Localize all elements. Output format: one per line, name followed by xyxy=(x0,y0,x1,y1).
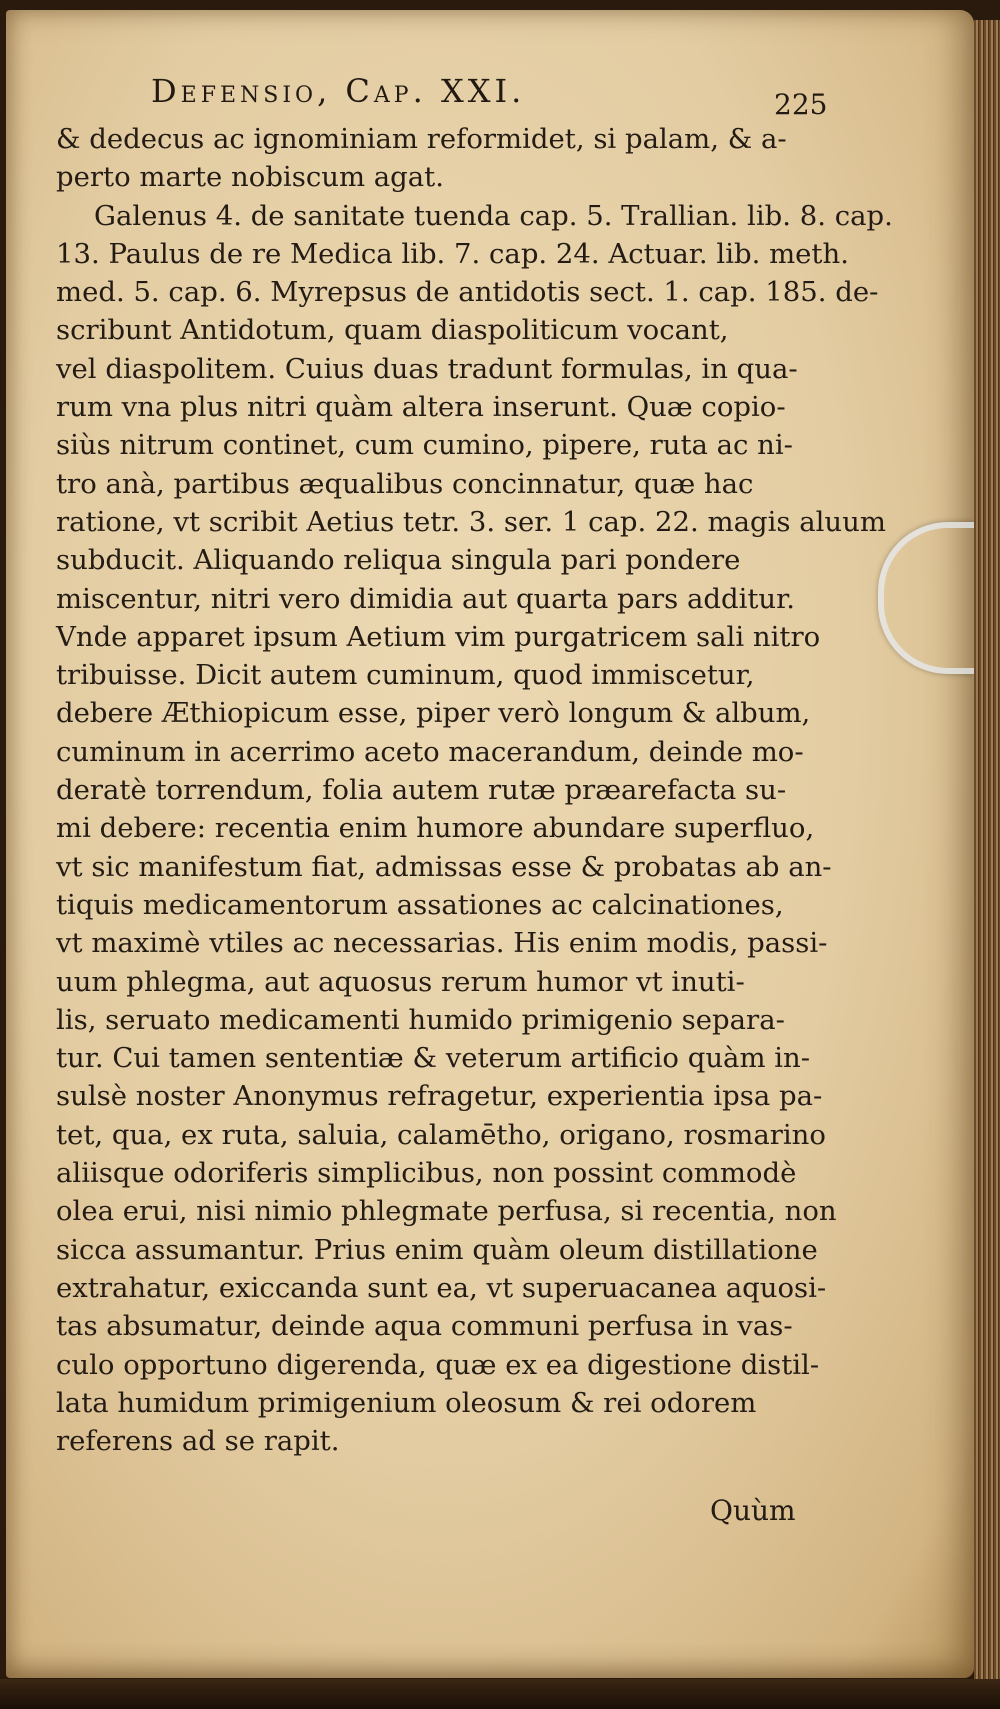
page-number: 225 xyxy=(774,88,828,121)
text-line: & dedecus ac ignominiam reformidet, si palam, & a- xyxy=(56,123,787,155)
text-line: vel diaspolitem. Cuius duas tradunt formulas, in qua- xyxy=(56,352,798,385)
text-line: vt maximè vtiles ac necessarias. His enim modis, passi- xyxy=(56,927,828,960)
text-line: referens ad se rapit. xyxy=(56,1425,340,1458)
text-line: scribunt Antidotum, quam diaspoliticum vocant, xyxy=(56,314,729,347)
text-line: aliisque odoriferis simplicibus, non possint commodè xyxy=(56,1157,797,1190)
text-line: ratione, vt scribit Aetius tetr. 3. ser. 1 cap. 22. magis aluum xyxy=(56,505,886,538)
running-header: Defensio, Cap. XXI. xyxy=(151,72,526,110)
text-line: tet, qua, ex ruta, saluia, calamētho, origano, rosmarino xyxy=(56,1118,826,1151)
text-line: tro anà, partibus æqualibus concinnatur, quæ hac xyxy=(56,467,754,500)
text-line: vt sic manifestum fiat, admissas esse & probatas ab an- xyxy=(56,850,832,883)
text-line: sicca assumantur. Prius enim quàm oleum distillatione xyxy=(56,1233,818,1266)
book-page xyxy=(6,10,974,1678)
text-line: tiquis medicamentorum assationes ac calcinationes, xyxy=(56,888,784,921)
text-line: med. 5. cap. 6. Myrepsus de antidotis sect. 1. cap. 185. de- xyxy=(56,276,879,309)
text-line: tur. Cui tamen sententiæ & veterum artificio quàm in- xyxy=(56,1042,811,1075)
text-line: Galenus 4. de sanitate tuenda cap. 5. Trallian. lib. 8. cap. xyxy=(94,199,893,232)
text-line: lata humidum primigenium oleosum & rei odorem xyxy=(56,1386,757,1419)
catchword: Quùm xyxy=(710,1494,796,1527)
text-line: uum phlegma, aut aquosus rerum humor vt inuti- xyxy=(56,965,745,998)
text-line: subducit. Aliquando reliqua singula pari pondere xyxy=(56,544,741,577)
text-line: miscentur, nitri vero dimidia aut quarta pars additur. xyxy=(56,582,796,615)
text-line: lis, seruato medicamenti humido primigenio separa- xyxy=(56,1003,785,1036)
text-line: rum vna plus nitri quàm altera inserunt. Quæ copio- xyxy=(56,391,786,424)
text-line: culo opportuno digerenda, quæ ex ea digestione distil- xyxy=(56,1348,820,1381)
text-line: mi debere: recentia enim humore abundare superfluo, xyxy=(56,812,815,845)
text-line: tas absumatur, deinde aqua communi perfusa in vas- xyxy=(56,1310,793,1343)
text-line: olea erui, nisi nimio phlegmate perfusa, si recentia, non xyxy=(56,1195,837,1228)
text-line: deratè torrendum, folia autem rutæ præarefacta su- xyxy=(56,774,787,807)
text-line: tribuisse. Dicit autem cuminum, quod immiscetur, xyxy=(56,659,755,692)
text-line: siùs nitrum continet, cum cumino, pipere, ruta ac ni- xyxy=(56,429,793,462)
text-line: perto marte nobiscum agat. xyxy=(56,161,444,194)
text-line: cuminum in acerrimo aceto macerandum, deinde mo- xyxy=(56,735,804,768)
text-line: 13. Paulus de re Medica lib. 7. cap. 24. Actuar. lib. meth. xyxy=(56,237,849,270)
book-bottom-edge xyxy=(0,1679,1000,1709)
page-clip xyxy=(878,522,974,674)
text-line: debere Æthiopicum esse, piper verò longum & album, xyxy=(56,697,811,730)
text-line: Vnde apparet ipsum Aetium vim purgatricem sali nitro xyxy=(56,620,821,653)
body-text xyxy=(56,120,893,1460)
text-line: sulsè noster Anonymus refragetur, experientia ipsa pa- xyxy=(56,1080,823,1113)
page-edge xyxy=(974,20,1000,1680)
text-line: extrahatur, exiccanda sunt ea, vt superuacanea aquosi- xyxy=(56,1271,827,1304)
